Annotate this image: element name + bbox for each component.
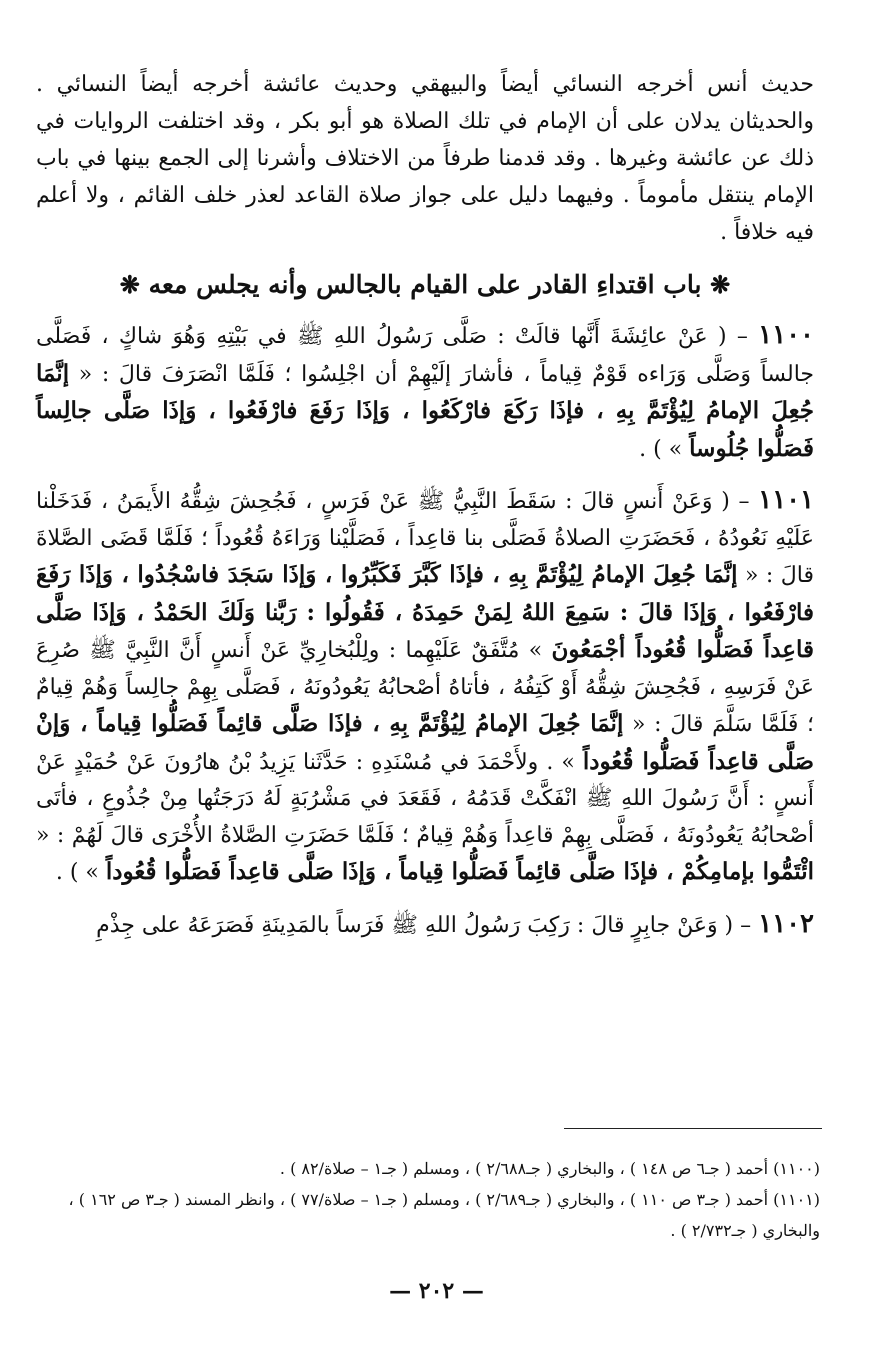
footnote-1101: (١١٠١) أحمد ( جـ٣ ص ١١٠ ) ، والبخاري ( جـ٢/٦٨٩ ) ، ومسلم ( جـ١ – صلاة/٧٧ ) ، وانظر المسند ( جـ٣ ص ١٦٢ ) ، والبخاري ( جـ٢/٧٣٢ ) . xyxy=(68,1190,820,1240)
hadith-1102 xyxy=(36,906,814,945)
hadith-number: ١١٠١ xyxy=(758,485,814,515)
footnote-divider xyxy=(564,1128,822,1129)
star-ornament-icon: ❋ xyxy=(119,270,140,299)
hadith-number: ١١٠٠ xyxy=(758,320,815,350)
hadith-number: ١١٠٢ xyxy=(758,908,814,939)
footnotes xyxy=(40,1153,820,1246)
hadith-quote: ائْتَمُّوا بإمامِكُمْ ، فإذَا صَلَّى قائِماً فَصَلُّوا قِياماً ، وَإذَا صَلَّى قاعِداً فَصَلُّوا قُعُوداً xyxy=(105,858,814,885)
hadith-quote: إنَّمَا جُعِلَ الإمامُ لِيُؤْتَمَّ بِهِ ، فإذَا صَلَّى قائِماً فَصَلُّوا قِياماً ، وَإنْ صَلَّى قاعِداً فَصَلُّوا قُعُوداً xyxy=(36,710,814,775)
star-ornament-icon: ❋ xyxy=(710,270,731,299)
hadith-1100 xyxy=(36,317,814,468)
hadith-text: – ( عَنْ عائِشَةَ أَنَّها قالَتْ : صَلَّى رَسُولُ اللهِ ﷺ في بَيْتِهِ وَهُوَ شاكٍ ، فَصَلَّى جالساً وَصَلَّى وَرَاءه قَوْمٌ قِياماً ، فأشارَ إلَيْهِمْ أن اجْلِسُوا ؛ فَلَمَّا انْصَرَفَ قالَ : « xyxy=(36,324,814,387)
hadith-quote: إنَّمَا جُعِلَ الإمامُ لِيُؤْتَمَّ بِهِ ، فإذَا كَبَّرَ فَكَبِّرُوا ، وَإذَا سَجَدَ فاسْجُدُوا ، وَإذَا رَفَعَ فارْفَعُوا ، وَإذَا قالَ : سَمِعَ اللهُ لِمَنْ حَمِدَهُ ، فَقُولُوا : رَبَّنا وَلَكَ الحَمْدُ ، وَإذَا صَلَّى قاعِداً فَصَلُّوا قُعُوداً أجْمَعُونَ xyxy=(36,561,814,663)
hadith-text: – ( وَعَنْ أَنسٍ قالَ : سَقَطَ النَّبِيُّ ﷺ عَنْ فَرَسٍ ، فَجُحِشَ شِقُّهُ الأَيمَنُ ، فَدَخَلْنا عَلَيْهِ نَعُودُهُ ، فَحَضَرَتِ الصلاةُ فَصَلَّى بنا قاعِداً ، فَصَلَّيْنا وَرَاءَهُ قُعُوداً ؛ فَلَمَّا قَضَى الصَّلاةَ قالَ : « xyxy=(36,489,815,588)
hadith-quote: إنَّمَا جُعِلَ الإمامُ لِيُؤْتَمَّ بِهِ ، فإذَا رَكَعَ فارْكَعُوا ، وَإذَا رَفَعَ فارْفَعُوا ، وَإذَا صَلَّى جالِساً فَصَلُّوا جُلُوساً xyxy=(36,359,814,462)
page-body xyxy=(36,66,814,958)
hadith-text: – ( وَعَنْ جابِرٍ قالَ : رَكِبَ رَسُولُ اللهِ ﷺ فَرَساً بالمَدِينَةِ فَصَرَعَهُ على جِذْمِ xyxy=(96,912,752,938)
hadith-text: » ) . xyxy=(639,436,690,462)
chapter-heading xyxy=(36,265,814,305)
page-number: — ٢٠٢ — xyxy=(389,1278,484,1304)
hadith-text: » مُتَّفَقٌ عَلَيْهِما : ولِلْبُخارِيِّ عَنْ أَنسٍ أَنَّ النَّبِيَّ ﷺ صُرِعَ عَنْ فَرَسِهِ ، فَجُحِشَ شِقُّهُ أَوْ كَتِفُهُ ، فأتاهُ أصْحابُهُ يَعُودُونَهُ ، فَصَلَّى بِهِمْ جالِساً وَهُمْ قِيامٌ ؛ فَلَمَّا سَلَّمَ قالَ : « xyxy=(36,638,814,737)
hadith-1101 xyxy=(36,482,814,892)
chapter-title: باب اقتداءِ القادر على القيام بالجالس وأنه يجلس معه xyxy=(148,270,702,299)
intro-paragraph: حديث أنس أخرجه النسائي أيضاً والبيهقي وحديث عائشة أخرجه أيضاً النسائي . والحديثان يدلان على أن الإمام في تلك الصلاة هو أبو بكر ، وقد اختلفت الروايات في ذلك عن عائشة وغيرها . وقد قدمنا طرفاً من الاختلاف وأشرنا إلى الجمع بينها في باب الإمام ينتقل مأموماً . وفيهما دليل على جواز صلاة القاعد لعذر خلف القائم ، ولا أعلم فيه خلافاً . xyxy=(36,72,814,245)
footnote-1100: (١١٠٠) أحمد ( جـ٦ ص ١٤٨ ) ، والبخاري ( جـ٢/٦٨٨ ) ، ومسلم ( جـ١ – صلاة/٨٢ ) . xyxy=(279,1159,820,1178)
hadith-text: » . ولأَحْمَدَ في مُسْنَدِهِ : حَدَّثَنا يَزِيدُ بْنُ هارُونَ عَنْ حُمَيْدٍ عَنْ أَنسٍ : أَنَّ رَسُولَ اللهِ ﷺ انْفَكَّتْ قَدَمُهُ ، فَقَعَدَ في مَشْرُبَةٍ لَهُ دَرَجَتُها مِنْ جُذُوعٍ ، فأتَى أصْحابُهُ يَعُودُونَهُ ، فَصَلَّى بِهِمْ قاعِداً وَهُمْ قِيامٌ ؛ فَلَمَّا حَضَرَتِ الصَّلاةُ الأُخْرَى قالَ لَهُمْ : « xyxy=(36,749,814,848)
hadith-text: » ) . xyxy=(55,860,106,885)
